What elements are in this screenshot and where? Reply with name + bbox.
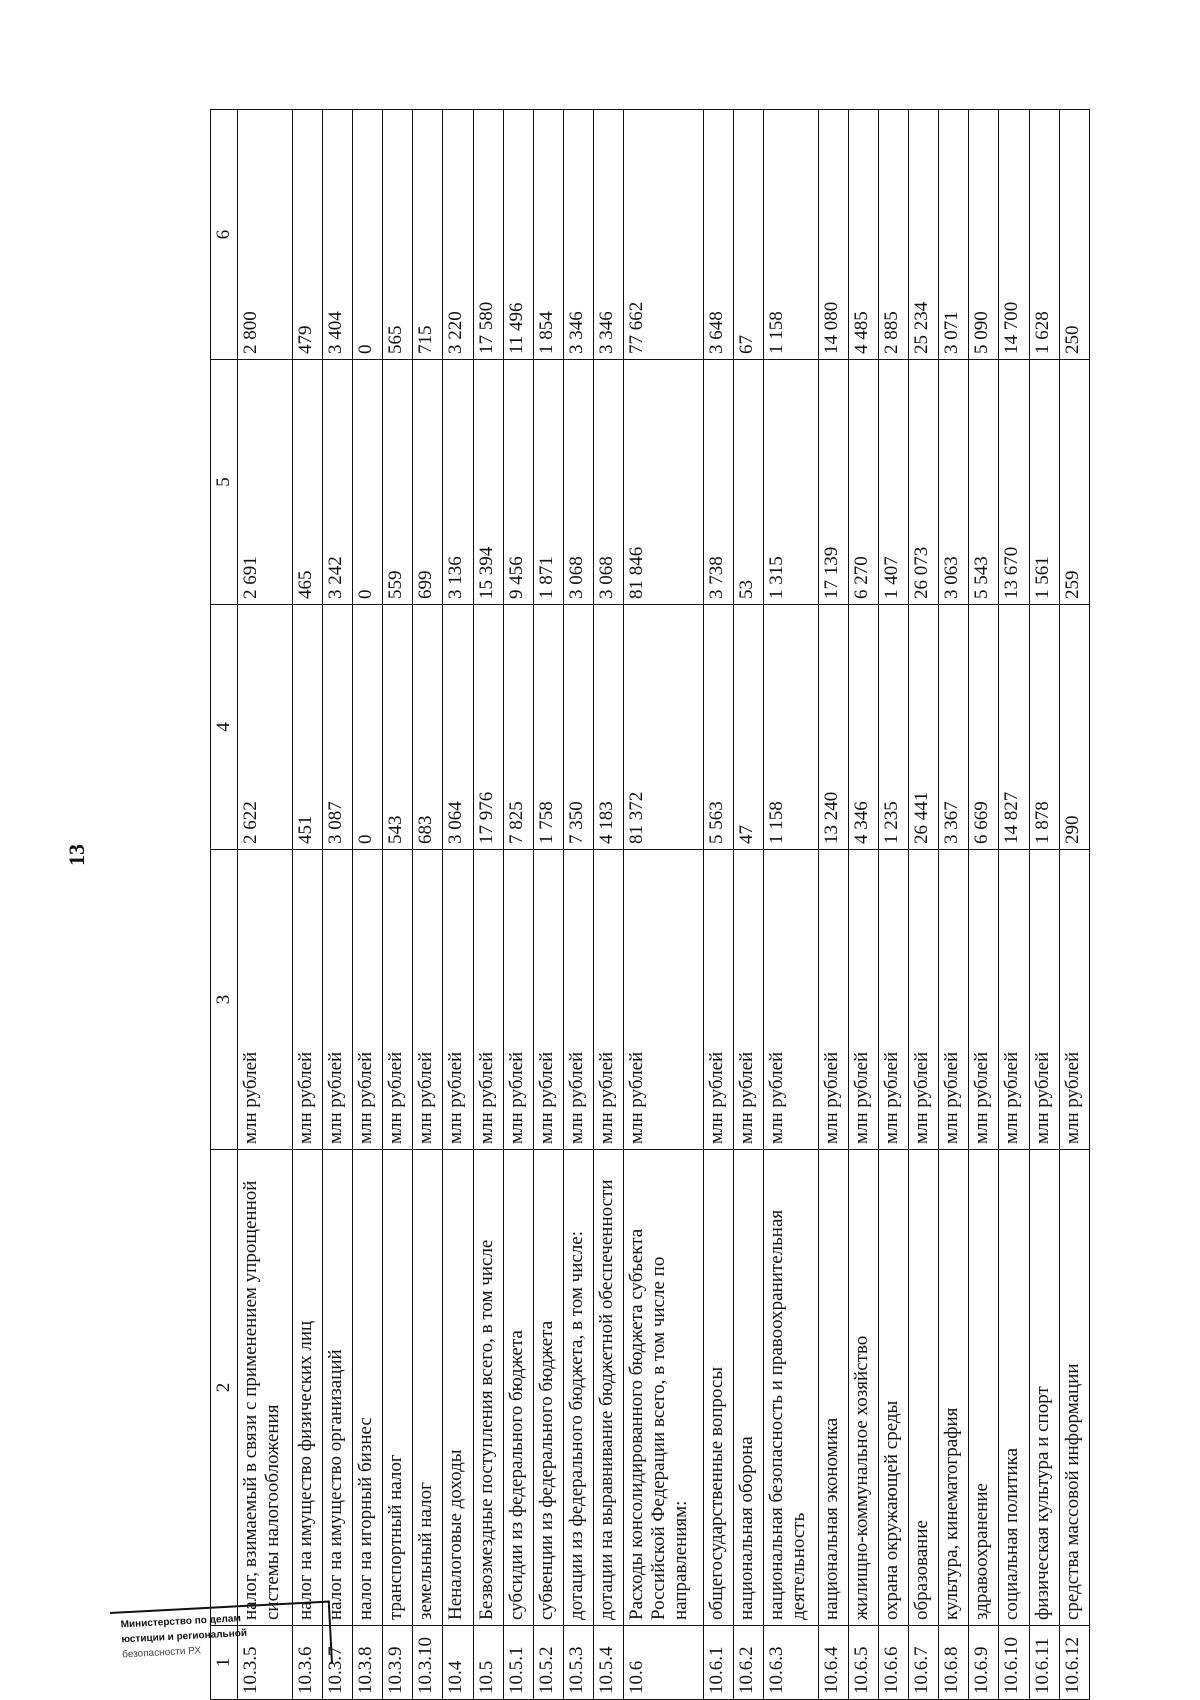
table-row xyxy=(1029,110,1059,1700)
row-unit: млн рублей xyxy=(292,850,322,1150)
table-header-row xyxy=(211,110,238,1700)
row-unit: млн рублей xyxy=(533,850,563,1150)
table-row xyxy=(238,110,293,1700)
row-code: 10.5.1 xyxy=(503,1626,533,1700)
row-indicator-name: налог на игорный бизнес xyxy=(352,1150,382,1626)
row-value-col-5: 3 738 xyxy=(703,360,733,605)
row-value-col-4: 0 xyxy=(352,605,382,850)
row-value-col-6: 17 580 xyxy=(473,110,503,360)
row-value-col-4: 3 367 xyxy=(939,605,969,850)
row-unit: млн рублей xyxy=(848,850,878,1150)
row-unit: млн рублей xyxy=(703,850,733,1150)
row-value-col-5: 1 871 xyxy=(533,360,563,605)
row-code: 10.3.6 xyxy=(292,1626,322,1700)
row-value-col-6: 14 080 xyxy=(818,110,848,360)
row-indicator-name: Неналоговые доходы xyxy=(443,1150,473,1626)
row-value-col-4: 1 235 xyxy=(878,605,908,850)
row-value-col-5: 259 xyxy=(1059,360,1089,605)
stamp-line-1: Министерство по делам xyxy=(120,1613,242,1631)
row-value-col-5: 81 846 xyxy=(624,360,703,605)
row-value-col-4: 451 xyxy=(292,605,322,850)
stamp-line-2: юстиции и региональной xyxy=(121,1627,248,1646)
table-row xyxy=(848,110,878,1700)
table-row xyxy=(939,110,969,1700)
row-value-col-6: 2 800 xyxy=(238,110,293,360)
row-indicator-name: социальная политика xyxy=(999,1150,1029,1626)
row-value-col-5: 2 691 xyxy=(238,360,293,605)
row-code: 10.6.1 xyxy=(703,1626,733,1700)
row-indicator-name: национальная оборона xyxy=(733,1150,763,1626)
row-indicator-name: физическая культура и спорт xyxy=(1029,1150,1059,1626)
row-value-col-5: 1 407 xyxy=(878,360,908,605)
rotated-table-container xyxy=(210,110,1090,1700)
row-unit: млн рублей xyxy=(939,850,969,1150)
row-code: 10.3.8 xyxy=(352,1626,382,1700)
row-unit: млн рублей xyxy=(878,850,908,1150)
row-code: 10.4 xyxy=(443,1626,473,1700)
row-indicator-name: дотации из федерального бюджета, в том числе: xyxy=(563,1150,593,1626)
row-unit: млн рублей xyxy=(238,850,293,1150)
table-row xyxy=(624,110,703,1700)
table-row xyxy=(533,110,563,1700)
row-value-col-5: 3 063 xyxy=(939,360,969,605)
row-value-col-4: 4 183 xyxy=(594,605,624,850)
table-row xyxy=(563,110,593,1700)
row-unit: млн рублей xyxy=(413,850,443,1150)
row-code: 10.6.6 xyxy=(878,1626,908,1700)
row-indicator-name: налог на имущество организаций xyxy=(322,1150,352,1626)
row-value-col-6: 479 xyxy=(292,110,322,360)
row-indicator-name: культура, кинематография xyxy=(939,1150,969,1626)
table-row xyxy=(999,110,1029,1700)
row-code: 10.6.2 xyxy=(733,1626,763,1700)
table-body xyxy=(238,110,1090,1700)
row-unit: млн рублей xyxy=(969,850,999,1150)
row-value-col-4: 47 xyxy=(733,605,763,850)
row-value-col-5: 1 315 xyxy=(763,360,818,605)
row-unit: млн рублей xyxy=(1029,850,1059,1150)
row-value-col-6: 3 648 xyxy=(703,110,733,360)
row-value-col-6: 0 xyxy=(352,110,382,360)
row-value-col-4: 1 158 xyxy=(763,605,818,850)
row-code: 10.6 xyxy=(624,1626,703,1700)
budget-table xyxy=(210,109,1090,1700)
row-unit: млн рублей xyxy=(908,850,938,1150)
table-row xyxy=(503,110,533,1700)
table-row xyxy=(594,110,624,1700)
row-value-col-5: 3 068 xyxy=(563,360,593,605)
row-indicator-name: Расходы консолидированного бюджета субъекта Российской Федерации всего, в том числе по направлениям: xyxy=(624,1150,703,1626)
header-col-6: 6 xyxy=(211,110,238,360)
row-value-col-4: 7 350 xyxy=(563,605,593,850)
page-number: 13 xyxy=(64,844,89,866)
row-unit: млн рублей xyxy=(763,850,818,1150)
header-col-5: 5 xyxy=(211,360,238,605)
ministry-stamp xyxy=(110,1600,333,1673)
row-value-col-4: 543 xyxy=(383,605,413,850)
row-value-col-6: 3 346 xyxy=(594,110,624,360)
row-value-col-4: 2 622 xyxy=(238,605,293,850)
row-value-col-5: 0 xyxy=(352,360,382,605)
row-indicator-name: охрана окружающей среды xyxy=(878,1150,908,1626)
row-unit: млн рублей xyxy=(473,850,503,1150)
row-indicator-name: жилищно-коммунальное хозяйство xyxy=(848,1150,878,1626)
row-value-col-5: 53 xyxy=(733,360,763,605)
row-code: 10.6.8 xyxy=(939,1626,969,1700)
row-value-col-4: 5 563 xyxy=(703,605,733,850)
row-value-col-4: 1 758 xyxy=(533,605,563,850)
row-code: 10.6.10 xyxy=(999,1626,1029,1700)
row-value-col-4: 290 xyxy=(1059,605,1089,850)
row-indicator-name: дотации на выравнивание бюджетной обеспеченности xyxy=(594,1150,624,1626)
row-value-col-6: 25 234 xyxy=(908,110,938,360)
row-value-col-6: 1 158 xyxy=(763,110,818,360)
row-value-col-4: 81 372 xyxy=(624,605,703,850)
row-value-col-6: 14 700 xyxy=(999,110,1029,360)
row-value-col-6: 3 346 xyxy=(563,110,593,360)
table-row xyxy=(733,110,763,1700)
row-value-col-6: 3 220 xyxy=(443,110,473,360)
table-row xyxy=(818,110,848,1700)
row-unit: млн рублей xyxy=(322,850,352,1150)
table-row xyxy=(908,110,938,1700)
row-code: 10.6.5 xyxy=(848,1626,878,1700)
row-code: 10.6.3 xyxy=(763,1626,818,1700)
table-row xyxy=(473,110,503,1700)
row-value-col-5: 3 242 xyxy=(322,360,352,605)
row-value-col-4: 26 441 xyxy=(908,605,938,850)
row-unit: млн рублей xyxy=(443,850,473,1150)
row-value-col-5: 9 456 xyxy=(503,360,533,605)
row-value-col-6: 11 496 xyxy=(503,110,533,360)
row-value-col-6: 4 485 xyxy=(848,110,878,360)
stamp-line-3: безопасности РХ xyxy=(121,1645,202,1661)
header-col-1: 1 xyxy=(211,1626,238,1700)
row-indicator-name: транспортный налог xyxy=(383,1150,413,1626)
row-value-col-6: 3 071 xyxy=(939,110,969,360)
row-value-col-5: 3 136 xyxy=(443,360,473,605)
row-indicator-name: национальная безопасность и правоохранительная деятельность xyxy=(763,1150,818,1626)
row-value-col-6: 1 628 xyxy=(1029,110,1059,360)
row-indicator-name: национальная экономика xyxy=(818,1150,848,1626)
row-value-col-4: 683 xyxy=(413,605,443,850)
row-indicator-name: общегосударственные вопросы xyxy=(703,1150,733,1626)
table-row xyxy=(878,110,908,1700)
row-unit: млн рублей xyxy=(624,850,703,1150)
row-indicator-name: Безвозмездные поступления всего, в том числе xyxy=(473,1150,503,1626)
row-value-col-4: 17 976 xyxy=(473,605,503,850)
table-row xyxy=(352,110,382,1700)
row-indicator-name: субвенции из федерального бюджета xyxy=(533,1150,563,1626)
row-value-col-6: 67 xyxy=(733,110,763,360)
row-code: 10.5.2 xyxy=(533,1626,563,1700)
row-value-col-5: 1 561 xyxy=(1029,360,1059,605)
row-code: 10.3.5 xyxy=(238,1626,293,1700)
row-code: 10.6.7 xyxy=(908,1626,938,1700)
row-unit: млн рублей xyxy=(383,850,413,1150)
row-code: 10.3.10 xyxy=(413,1626,443,1700)
row-unit: млн рублей xyxy=(503,850,533,1150)
row-code: 10.5 xyxy=(473,1626,503,1700)
row-value-col-5: 26 073 xyxy=(908,360,938,605)
header-col-2: 2 xyxy=(211,1150,238,1626)
row-indicator-name: субсидии из федерального бюджета xyxy=(503,1150,533,1626)
table-row xyxy=(763,110,818,1700)
row-value-col-6: 1 854 xyxy=(533,110,563,360)
row-value-col-4: 1 878 xyxy=(1029,605,1059,850)
row-value-col-6: 715 xyxy=(413,110,443,360)
row-value-col-4: 13 240 xyxy=(818,605,848,850)
row-value-col-4: 7 825 xyxy=(503,605,533,850)
row-value-col-6: 2 885 xyxy=(878,110,908,360)
row-value-col-6: 565 xyxy=(383,110,413,360)
table-row xyxy=(1059,110,1089,1700)
row-value-col-5: 699 xyxy=(413,360,443,605)
row-unit: млн рублей xyxy=(1059,850,1089,1150)
row-value-col-5: 3 068 xyxy=(594,360,624,605)
row-code: 10.6.11 xyxy=(1029,1626,1059,1700)
row-code: 10.6.9 xyxy=(969,1626,999,1700)
row-value-col-5: 465 xyxy=(292,360,322,605)
row-value-col-5: 559 xyxy=(383,360,413,605)
header-col-3: 3 xyxy=(211,850,238,1150)
row-value-col-6: 3 404 xyxy=(322,110,352,360)
row-value-col-6: 5 090 xyxy=(969,110,999,360)
row-code: 10.5.3 xyxy=(563,1626,593,1700)
row-unit: млн рублей xyxy=(733,850,763,1150)
row-unit: млн рублей xyxy=(594,850,624,1150)
row-value-col-6: 77 662 xyxy=(624,110,703,360)
row-value-col-6: 250 xyxy=(1059,110,1089,360)
row-code: 10.6.12 xyxy=(1059,1626,1089,1700)
row-value-col-4: 3 064 xyxy=(443,605,473,850)
row-indicator-name: налог, взимаемый в связи с применением упрощенной системы налогообложения xyxy=(238,1150,293,1626)
table-row xyxy=(383,110,413,1700)
row-indicator-name: налог на имущество физических лиц xyxy=(292,1150,322,1626)
row-unit: млн рублей xyxy=(999,850,1029,1150)
table-row xyxy=(703,110,733,1700)
table-row xyxy=(969,110,999,1700)
row-indicator-name: земельный налог xyxy=(413,1150,443,1626)
table-row xyxy=(292,110,322,1700)
header-col-4: 4 xyxy=(211,605,238,850)
row-unit: млн рублей xyxy=(352,850,382,1150)
row-code: 10.6.4 xyxy=(818,1626,848,1700)
row-code: 10.3.9 xyxy=(383,1626,413,1700)
row-indicator-name: образование xyxy=(908,1150,938,1626)
row-value-col-5: 15 394 xyxy=(473,360,503,605)
row-value-col-4: 4 346 xyxy=(848,605,878,850)
row-indicator-name: здравоохранение xyxy=(969,1150,999,1626)
table-row xyxy=(443,110,473,1700)
row-value-col-5: 6 270 xyxy=(848,360,878,605)
row-value-col-4: 3 087 xyxy=(322,605,352,850)
row-value-col-5: 5 543 xyxy=(969,360,999,605)
row-unit: млн рублей xyxy=(563,850,593,1150)
row-value-col-4: 14 827 xyxy=(999,605,1029,850)
row-indicator-name: средства массовой информации xyxy=(1059,1150,1089,1626)
row-code: 10.3.7 xyxy=(322,1626,352,1700)
table-row xyxy=(413,110,443,1700)
row-value-col-5: 13 670 xyxy=(999,360,1029,605)
row-value-col-5: 17 139 xyxy=(818,360,848,605)
row-unit: млн рублей xyxy=(818,850,848,1150)
row-value-col-4: 6 669 xyxy=(969,605,999,850)
table-row xyxy=(322,110,352,1700)
row-code: 10.5.4 xyxy=(594,1626,624,1700)
